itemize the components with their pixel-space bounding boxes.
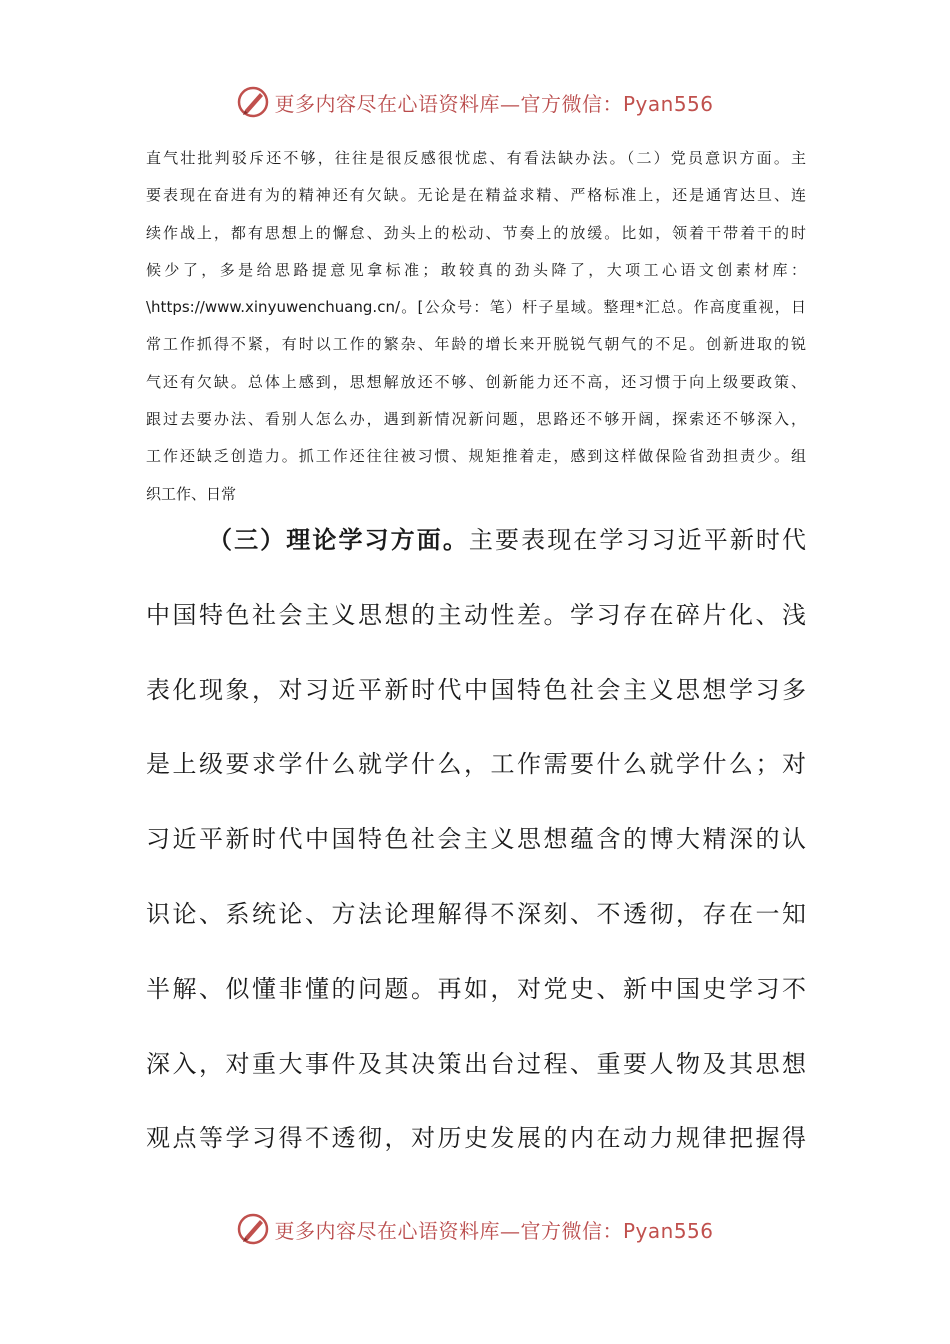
small-text-paragraph: [146, 140, 806, 513]
theory-study-section: [146, 512, 806, 1185]
footer-banner: [0, 1209, 950, 1249]
text-line: 要表现在奋进有为的精神还有欠缺。无论是在精益求精、严格标准上，还是通宵达旦、连: [146, 186, 806, 205]
text-line: 气还有欠缺。总体上感到，思想解放还不够、创新能力还不高，还习惯于向上级要政策、: [146, 372, 806, 391]
body-line: 表化现象，对习近平新时代中国特色社会主义思想学习多: [146, 675, 806, 704]
header-banner: [0, 82, 950, 122]
text-line: 候少了，多是给思路提意见拿标准；敢较真的劲头降了，大项工心语文创素材库：: [146, 260, 806, 279]
body-line: 习近平新时代中国特色社会主义思想蕴含的博大精深的认: [146, 825, 806, 854]
text-line: 织工作、日常: [146, 484, 237, 503]
body-line: 深入，对重大事件及其决策出台过程、重要人物及其思想: [146, 1049, 806, 1078]
footer-text: 更多内容尽在心语资料库—官方微信：Pyan556: [274, 1218, 714, 1243]
footer-wechat: Pyan556: [622, 1218, 714, 1243]
pen-logo-icon: [236, 1212, 270, 1246]
header-wechat: Pyan556: [622, 91, 714, 116]
section-first-line: [146, 512, 806, 587]
text-line: 续作战上，都有思想上的懈怠、劲头上的松动、节奏上的放缓。比如，领着干带着干的时: [146, 223, 806, 242]
pen-logo-icon: [236, 85, 270, 119]
text-line: \https://www.xinyuwenchuang.cn/。[公众号：笔）杆子星域。整理*汇总。作高度重视，日: [146, 298, 806, 317]
text-line: 常工作抓得不紧，有时以工作的繁杂、年龄的增长来开脱锐气朝气的不足。创新进取的锐: [146, 335, 806, 354]
body-line: 观点等学习得不透彻，对历史发展的内在动力规律把握得: [146, 1124, 806, 1153]
body-line: 是上级要求学什么就学什么，工作需要什么就学什么；对: [146, 750, 806, 779]
body-line: 中国特色社会主义思想的主动性差。学习存在碎片化、浅: [146, 600, 806, 629]
text-line: 工作还缺乏创造力。抓工作还往往被习惯、规矩推着走，感到这样做保险省劲担责少。组: [146, 447, 806, 466]
text-line: 跟过去要办法、看别人怎么办，遇到新情况新问题，思路还不够开阔，探索还不够深入，: [146, 410, 806, 429]
header-text: 更多内容尽在心语资料库—官方微信：Pyan556: [274, 91, 714, 116]
section-heading: （三）理论学习方面。: [208, 526, 469, 554]
section-first-line-text: 主要表现在学习习近平新时代: [468, 526, 806, 554]
text-line: 直气壮批判驳斥还不够，往往是很反感很忧虑、有看法缺办法。（二）党员意识方面。主: [146, 149, 806, 167]
body-line: 半解、似懂非懂的问题。再如，对党史、新中国史学习不: [146, 974, 806, 1003]
body-line: 识论、系统论、方法论理解得不深刻、不透彻，存在一知: [146, 899, 806, 928]
